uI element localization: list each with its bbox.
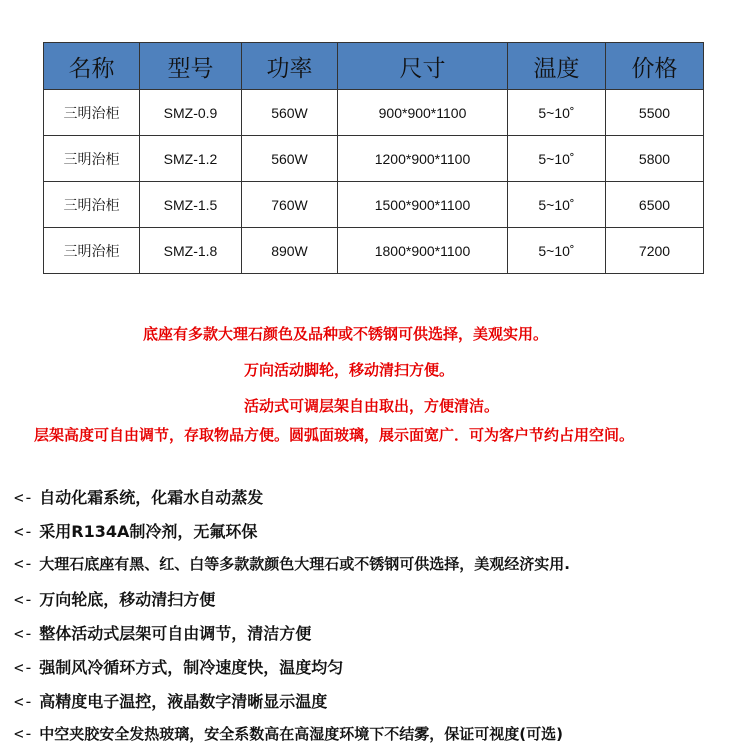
feature-item — [14, 621, 311, 644]
highlight-casters: 万向活动脚轮，移动清扫方便。 — [244, 361, 455, 379]
cell-size: 900*900*1100 — [338, 90, 508, 136]
table-header-row — [44, 43, 704, 90]
cell-name: 三明治柜 — [44, 136, 140, 182]
table-row — [44, 228, 704, 274]
cell-temperature: 5~10˚ — [508, 182, 606, 228]
cell-price: 5800 — [606, 136, 704, 182]
arrow-left-icon: <- — [14, 590, 34, 609]
cell-power: 760W — [242, 182, 338, 228]
arrow-left-icon: <- — [14, 724, 34, 743]
cell-power: 560W — [242, 136, 338, 182]
feature-text: 高精度电子温控，液晶数字清晰显示温度 — [39, 692, 328, 711]
feature-text: 采用R134A制冷剂，无氟环保 — [39, 522, 258, 541]
cell-model: SMZ-1.2 — [140, 136, 242, 182]
highlight-base-options: 底座有多款大理石颜色及品种或不锈钢可供选择，美观实用。 — [143, 325, 549, 343]
table-row — [44, 136, 704, 182]
cell-power: 560W — [242, 90, 338, 136]
arrow-left-icon: <- — [14, 488, 34, 507]
header-model: 型号 — [140, 43, 242, 90]
table-row — [44, 182, 704, 228]
feature-text: 大理石底座有黑、红、白等多款款颜色大理石或不锈钢可供选择，美观经济实用. — [39, 555, 570, 573]
feature-text: 中空夹胶安全发热玻璃，安全系数高在高湿度环境下不结雾，保证可视度(可选) — [39, 725, 563, 743]
cell-price: 6500 — [606, 182, 704, 228]
cell-model: SMZ-1.8 — [140, 228, 242, 274]
cell-price: 7200 — [606, 228, 704, 274]
cell-price: 5500 — [606, 90, 704, 136]
feature-text: 强制风冷循环方式，制冷速度快，温度均匀 — [39, 658, 344, 677]
feature-item — [14, 723, 563, 744]
cell-name: 三明治柜 — [44, 182, 140, 228]
cell-model: SMZ-0.9 — [140, 90, 242, 136]
arrow-left-icon: <- — [14, 624, 34, 643]
feature-text: 自动化霜系统，化霜水自动蒸发 — [39, 488, 264, 507]
arrow-left-icon: <- — [14, 692, 34, 711]
feature-item — [14, 689, 327, 712]
cell-temperature: 5~10˚ — [508, 228, 606, 274]
cell-power: 890W — [242, 228, 338, 274]
cell-size: 1200*900*1100 — [338, 136, 508, 182]
cell-size: 1500*900*1100 — [338, 182, 508, 228]
cell-model: SMZ-1.5 — [140, 182, 242, 228]
header-name: 名称 — [44, 43, 140, 90]
arrow-left-icon: <- — [14, 658, 34, 677]
arrow-left-icon: <- — [14, 554, 34, 573]
spec-table — [43, 42, 704, 274]
arrow-left-icon: <- — [14, 522, 34, 541]
header-power: 功率 — [242, 43, 338, 90]
header-temperature: 温度 — [508, 43, 606, 90]
feature-item — [14, 587, 215, 610]
highlight-shelves: 活动式可调层架自由取出，方便清洁。 — [244, 397, 500, 415]
table-row — [44, 90, 704, 136]
highlight-paragraph: 层架高度可自由调节，存取物品方便。圆弧面玻璃，展示面宽广．可为客户节约占用空间。 — [34, 426, 635, 444]
feature-item — [14, 553, 570, 574]
feature-text: 万向轮底，移动清扫方便 — [39, 590, 216, 609]
cell-temperature: 5~10˚ — [508, 90, 606, 136]
header-price: 价格 — [606, 43, 704, 90]
feature-item — [14, 485, 263, 508]
feature-text: 整体活动式层架可自由调节，清洁方便 — [39, 624, 312, 643]
feature-item — [14, 519, 257, 542]
cell-temperature: 5~10˚ — [508, 136, 606, 182]
header-size: 尺寸 — [338, 43, 508, 90]
cell-name: 三明治柜 — [44, 228, 140, 274]
feature-item — [14, 655, 343, 678]
cell-size: 1800*900*1100 — [338, 228, 508, 274]
cell-name: 三明治柜 — [44, 90, 140, 136]
